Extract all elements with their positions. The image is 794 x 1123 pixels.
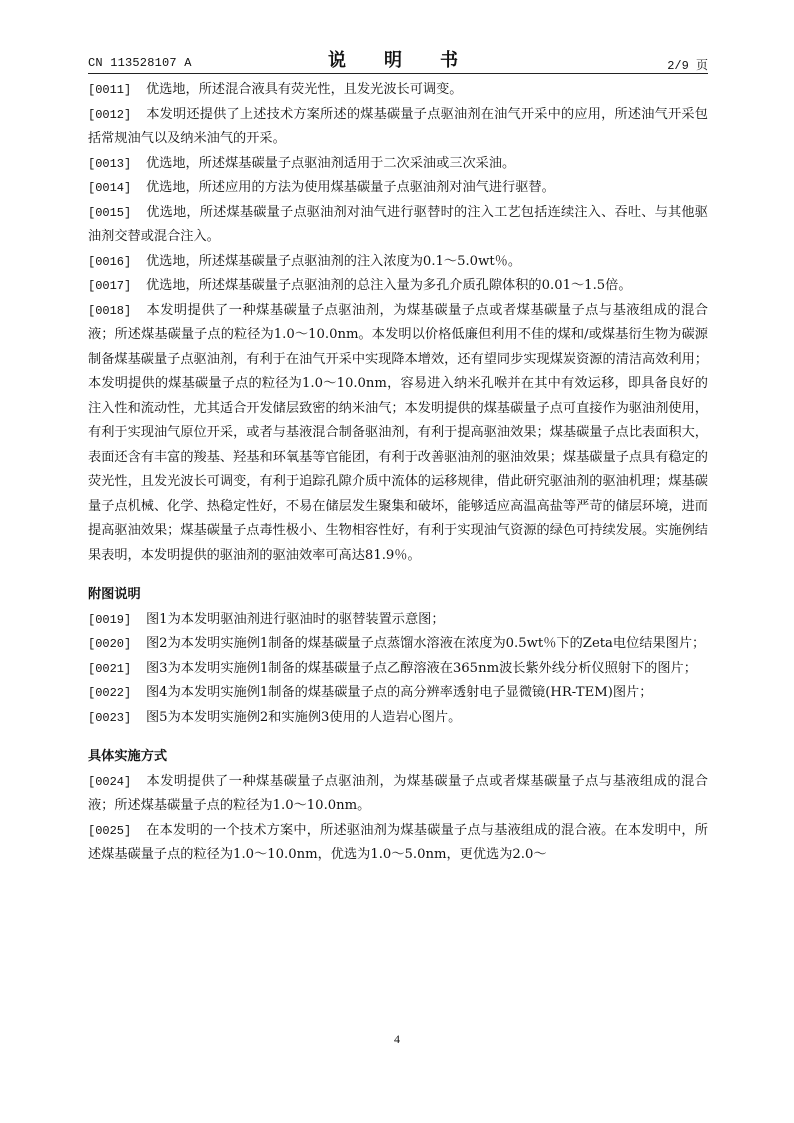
paragraph-text: 优选地，所述应用的方法为使用煤基碳量子点驱油剂对油气进行驱替。: [146, 180, 555, 195]
paragraph: [88, 681, 708, 706]
page-count: 2/9 页: [667, 59, 708, 73]
document-title: 说 明 书: [328, 50, 468, 71]
paragraph-text: 本发明提供了一种煤基碳量子点驱油剂，为煤基碳量子点或者煤基碳量子点与基液组成的混合液；所述煤基碳量子点的粒径为1.0～10.0nm。本发明以价格低廉但利用不佳的煤和/或煤基衍生物为碳源制备煤基碳量子点驱油剂，有利于在油气开采中实现降本增效，还有望同步实现煤炭资源的清洁高效利用；本发明提供的煤基碳量子点的粒径为1.0～10.0nm，容易进入纳米孔喉并在其中有效运移，即具备良好的注入性和流动性，尤其适合开发储层致密的纳米油气；本发明提供的煤基碳量子点可直接作为驱油剂使用，有利于实现油气原位开采，或者与基液混合制备驱油剂，有利于提高驱油效果；煤基碳量子点比表面积大，表面还含有丰富的羧基、羟基和环氧基等官能团，有利于改善驱油剂的驱油效果；煤基碳量子点具有稳定的荧光性，且发光波长可调变，有利于追踪孔隙介质中流体的运移规律，借此研究驱油剂的驱油机理；煤基碳量子点机械、化学、热稳定性好，不易在储层发生聚集和破坏，能够适应高温高盐等严苛的储层环境，进而提高驱油效果；煤基碳量子点毒性极小、生物相容性好，有利于实现油气资源的绿色可持续发展。实施例结果表明，本发明提供的驱油剂的驱油效率可高达81.9％。: [88, 302, 708, 563]
paragraph-text: 本发明提供了一种煤基碳量子点驱油剂，为煤基碳量子点或者煤基碳量子点与基液组成的混合液；所述煤基碳量子点的粒径为1.0～10.0nm。: [88, 773, 708, 813]
paragraph-number: [0013]: [88, 156, 132, 171]
paragraph-text: 图5为本发明实施例2和实施例3使用的人造岩心图片。: [146, 709, 462, 725]
paragraph: [88, 299, 708, 569]
paragraph-number: [0015]: [88, 205, 132, 220]
paragraph-number: [0014]: [88, 181, 132, 195]
paragraph-group-embodiments: [88, 770, 708, 868]
paragraph-number: [0019]: [88, 612, 132, 627]
paragraph-number: [0012]: [88, 107, 132, 122]
paragraph: [88, 201, 708, 250]
paragraph: [88, 657, 708, 682]
paragraph-text: 优选地，所述煤基碳量子点驱油剂适用于二次采油或三次采油。: [146, 155, 516, 171]
patent-number: CN 113528107 A: [88, 56, 192, 70]
paragraph-text: 优选地，所述煤基碳量子点驱油剂对油气进行驱替时的注入工艺包括连续注入、吞吐、与其他驱油剂交替或混合注入。: [88, 204, 708, 244]
section-title-figures: 附图说明: [88, 587, 141, 602]
paragraph: [88, 819, 708, 868]
paragraph-text: 本发明还提供了上述技术方案所述的煤基碳量子点驱油剂在油气开采中的应用，所述油气开采包括常规油气以及纳米油气的开采。: [88, 106, 708, 146]
paragraph: [88, 103, 708, 152]
paragraph-text: 图3为本发明实施例1制备的煤基碳量子点乙醇溶液在365nm波长紫外线分析仪照射下的图片；: [146, 660, 697, 676]
document-body: [88, 78, 708, 868]
paragraph-number: [0022]: [88, 686, 132, 700]
paragraph-number: [0011]: [88, 83, 132, 97]
paragraph-text: 图1为本发明驱油剂进行驱油时的驱替装置示意图；: [146, 611, 445, 627]
paragraph-text: 优选地，所述混合液具有荧光性，且发光波长可调变。: [146, 82, 463, 97]
paragraph: [88, 250, 708, 275]
page-number: 4: [394, 1032, 400, 1046]
paragraph-number: [0018]: [88, 303, 132, 318]
paragraph: [88, 706, 708, 731]
paragraph-text: 优选地，所述煤基碳量子点驱油剂的总注入量为多孔介质孔隙体积的0.01～1.5倍。: [146, 278, 632, 293]
page-header: [88, 44, 708, 74]
paragraph-group-summary: [88, 78, 708, 568]
paragraph: [88, 632, 708, 657]
paragraph-text: 在本发明的一个技术方案中，所述驱油剂为煤基碳量子点与基液组成的混合液。在本发明中，所述煤基碳量子点的粒径为1.0～10.0nm，优选为1.0～5.0nm，更优选为2.0～: [88, 822, 708, 862]
paragraph-text: 图2为本发明实施例1制备的煤基碳量子点蒸馏水溶液在浓度为0.5wt％下的Zeta电位结果图片；: [146, 636, 706, 651]
paragraph: [88, 770, 708, 819]
paragraph: [88, 274, 708, 299]
header-divider: [88, 73, 708, 74]
paragraph-number: [0025]: [88, 823, 132, 838]
paragraph-number: [0017]: [88, 279, 132, 293]
section-title-embodiments: 具体实施方式: [88, 749, 168, 764]
paragraph-number: [0024]: [88, 774, 132, 789]
paragraph-number: [0023]: [88, 710, 132, 725]
paragraph-text: 优选地，所述煤基碳量子点驱油剂的注入浓度为0.1～5.0wt％。: [146, 253, 522, 269]
paragraph-number: [0021]: [88, 661, 132, 676]
paragraph-number: [0016]: [88, 254, 132, 269]
paragraph: [88, 176, 708, 201]
paragraph: [88, 78, 708, 103]
paragraph-group-figures: [88, 608, 708, 731]
paragraph-number: [0020]: [88, 637, 132, 651]
paragraph: [88, 152, 708, 177]
paragraph-text: 图4为本发明实施例1制备的煤基碳量子点的高分辨率透射电子显微镜(HR-TEM)图片；: [146, 685, 653, 700]
paragraph: [88, 608, 708, 633]
